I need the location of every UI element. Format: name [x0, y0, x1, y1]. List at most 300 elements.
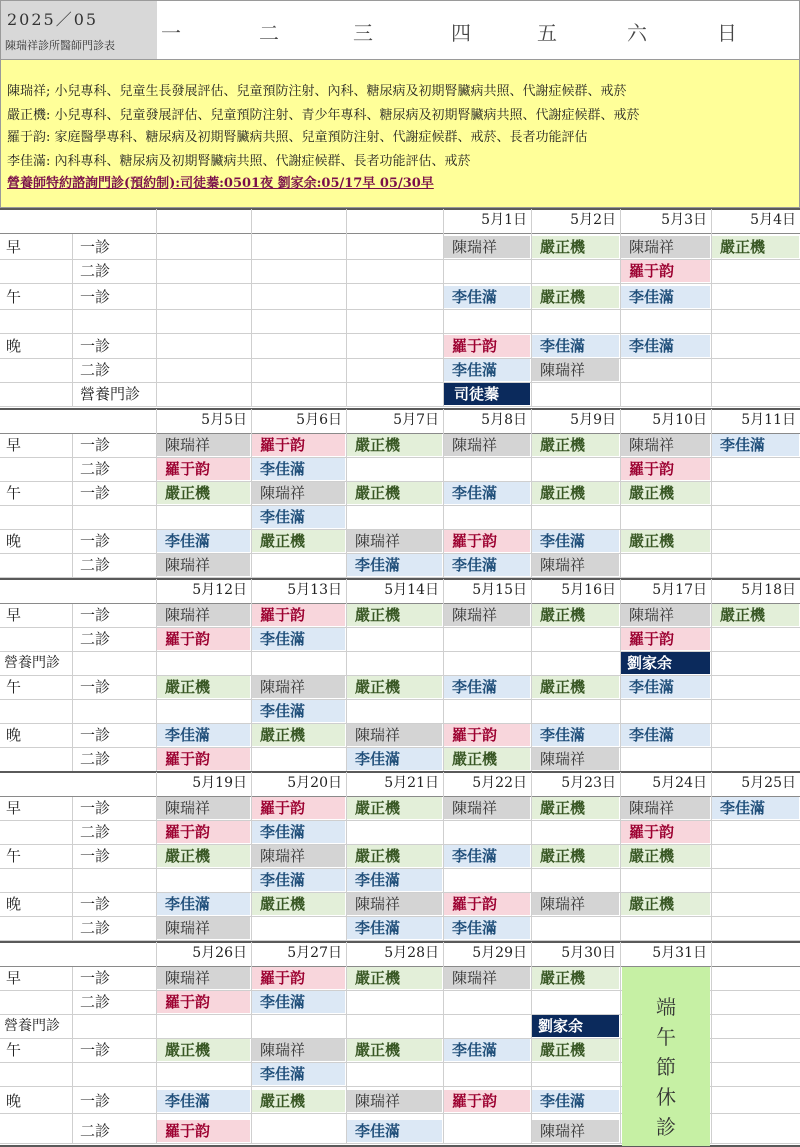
session-label: 二診: [80, 630, 111, 648]
date-label: 5月6日: [296, 412, 342, 428]
doctor-info-line: [7, 80, 627, 99]
doctor-shift-cell: 李佳滿: [347, 869, 442, 891]
session-label: 二診: [80, 556, 111, 574]
doctor-shift-cell: 陳瑞祥: [157, 917, 250, 939]
nutrition-note: 營養師特約諮詢門診(預約制):司徒蓁:0501夜 劉家余:05/17早 05/30早: [7, 176, 434, 191]
holiday-closure-cell: [622, 967, 710, 1146]
empty-shift-cell: [252, 554, 345, 576]
doctor-shift-cell: 李佳滿: [532, 530, 619, 552]
empty-shift-cell: [712, 458, 799, 480]
empty-shift-cell: [621, 700, 710, 722]
empty-shift-cell: [347, 286, 442, 308]
doctor-shift-cell: 陳瑞祥: [532, 1120, 619, 1142]
nutrition-clinic-label: 營養門診: [4, 655, 60, 671]
empty-shift-cell: [347, 1063, 442, 1085]
empty-shift-cell: [712, 917, 799, 939]
empty-shift-cell: [532, 869, 619, 891]
doctor-shift-cell: 嚴正機: [532, 967, 619, 989]
column-border: [531, 409, 532, 578]
empty-shift-cell: [532, 700, 619, 722]
period-label-afternoon: 午: [6, 484, 22, 502]
doctor-shift-cell: 李佳滿: [252, 628, 345, 650]
empty-shift-cell: [712, 748, 799, 770]
empty-shift-cell: [712, 628, 799, 650]
doctor-shift-cell: 陳瑞祥: [157, 604, 250, 626]
holiday-char: 節: [656, 1055, 676, 1079]
empty-shift-cell: [532, 917, 619, 939]
empty-shift-cell: [157, 700, 250, 722]
period-label-morning: 早: [6, 606, 22, 624]
column-border: [72, 797, 73, 941]
doctor-shift-cell: 嚴正機: [532, 236, 619, 258]
empty-shift-cell: [621, 310, 710, 332]
doctor-shift-cell: 李佳滿: [252, 991, 345, 1013]
title-box: [1, 1, 157, 59]
empty-shift-cell: [157, 383, 250, 405]
period-label-evening: 晚: [6, 895, 22, 913]
doctor-shift-cell: 羅于韵: [621, 628, 710, 650]
empty-shift-cell: [712, 991, 799, 1013]
doctor-specialties: 小兒專科、兒童生長發展評估、兒童預防注射、內科、糖尿病及初期腎臟病共照、代謝症候群、戒菸: [54, 84, 627, 99]
column-border: [531, 209, 532, 407]
session-label: 一診: [80, 288, 111, 306]
empty-shift-cell: [532, 991, 619, 1013]
empty-shift-cell: [712, 700, 799, 722]
doctor-shift-cell: 嚴正機: [712, 604, 799, 626]
doctor-shift-cell: 嚴正機: [712, 236, 799, 258]
doctor-shift-cell: 李佳滿: [444, 554, 530, 576]
column-border: [251, 942, 252, 1144]
empty-shift-cell: [157, 1063, 250, 1085]
doctor-shift-cell: 嚴正機: [347, 1039, 442, 1061]
doctor-shift-cell: 嚴正機: [347, 482, 442, 504]
empty-shift-cell: [347, 652, 442, 674]
session-label: 二診: [80, 823, 111, 841]
date-label: 5月28日: [384, 945, 439, 961]
empty-shift-cell: [157, 1015, 250, 1037]
empty-shift-cell: [347, 383, 442, 405]
empty-shift-cell: [347, 628, 442, 650]
doctor-shift-cell: 李佳滿: [444, 917, 530, 939]
doctor-info-panel: [0, 60, 800, 208]
doctor-shift-cell: 嚴正機: [532, 845, 619, 867]
column-border: [711, 772, 712, 941]
empty-shift-cell: [347, 359, 442, 381]
doctor-shift-cell: 李佳滿: [252, 869, 345, 891]
empty-shift-cell: [252, 383, 345, 405]
column-border: [156, 942, 157, 1144]
empty-shift-cell: [712, 821, 799, 843]
doctor-shift-cell: 劉家余: [532, 1015, 619, 1037]
doctor-shift-cell: 李佳滿: [157, 893, 250, 915]
empty-shift-cell: [157, 869, 250, 891]
doctor-shift-cell: 陳瑞祥: [252, 1039, 345, 1061]
session-label: 一診: [80, 895, 111, 913]
empty-shift-cell: [252, 652, 345, 674]
empty-shift-cell: [712, 506, 799, 528]
doctor-shift-cell: 嚴正機: [532, 797, 619, 819]
session-label: 一診: [80, 484, 111, 502]
date-label: 5月26日: [192, 945, 247, 961]
doctor-shift-cell: 陳瑞祥: [532, 748, 619, 770]
doctor-shift-cell: 李佳滿: [252, 458, 345, 480]
doctor-shift-cell: 羅于韵: [252, 967, 345, 989]
session-label: 一診: [80, 238, 111, 256]
weekday-sat: 六: [627, 21, 647, 45]
doctor-shift-cell: 嚴正機: [252, 1090, 345, 1112]
doctor-shift-cell: 嚴正機: [621, 482, 710, 504]
session-label: 一診: [80, 799, 111, 817]
column-border: [711, 209, 712, 407]
doctor-shift-cell: 李佳滿: [252, 821, 345, 843]
session-label: 二診: [80, 460, 111, 478]
doctor-shift-cell: 嚴正機: [347, 845, 442, 867]
doctor-shift-cell: 嚴正機: [252, 893, 345, 915]
doctor-shift-cell: 羅于韵: [444, 1090, 530, 1112]
period-label-afternoon: 午: [6, 678, 22, 696]
column-border: [711, 942, 712, 1144]
empty-shift-cell: [347, 335, 442, 357]
empty-shift-cell: [444, 628, 530, 650]
doctor-shift-cell: 陳瑞祥: [444, 434, 530, 456]
empty-shift-cell: [712, 1090, 799, 1112]
doctor-info-line: [7, 126, 588, 145]
doctor-shift-cell: 陳瑞祥: [444, 236, 530, 258]
doctor-shift-cell: 李佳滿: [532, 724, 619, 746]
empty-shift-cell: [532, 1063, 619, 1085]
doctor-shift-cell: 陳瑞祥: [444, 967, 530, 989]
column-border: [251, 579, 252, 772]
empty-shift-cell: [712, 335, 799, 357]
doctor-shift-cell: 嚴正機: [347, 967, 442, 989]
doctor-shift-cell: 陳瑞祥: [157, 797, 250, 819]
doctor-shift-cell: 嚴正機: [252, 724, 345, 746]
empty-shift-cell: [444, 1120, 530, 1142]
doctor-shift-cell: 李佳滿: [621, 286, 710, 308]
empty-shift-cell: [621, 748, 710, 770]
date-label: 5月29日: [472, 945, 527, 961]
column-border: [443, 579, 444, 772]
date-label: 5月27日: [287, 945, 342, 961]
doctor-shift-cell: 羅于韵: [621, 260, 710, 282]
date-label: 5月5日: [201, 412, 247, 428]
period-label-afternoon: 午: [6, 847, 22, 865]
column-border: [251, 409, 252, 578]
schedule-header: [0, 0, 800, 60]
empty-shift-cell: [444, 869, 530, 891]
empty-shift-cell: [157, 286, 250, 308]
empty-shift-cell: [252, 236, 345, 258]
doctor-shift-cell: 陳瑞祥: [157, 554, 250, 576]
date-label: 5月12日: [192, 582, 247, 598]
date-label: 5月25日: [741, 775, 796, 791]
doctor-shift-cell: 陳瑞祥: [347, 724, 442, 746]
column-border: [346, 579, 347, 772]
empty-shift-cell: [252, 1015, 345, 1037]
doctor-name: 嚴正機:: [7, 108, 51, 123]
doctor-shift-cell: 李佳滿: [347, 554, 442, 576]
doctor-shift-cell: 羅于韵: [157, 748, 250, 770]
doctor-shift-cell: 陳瑞祥: [347, 1090, 442, 1112]
date-label: 5月14日: [384, 582, 439, 598]
doctor-shift-cell: 李佳滿: [252, 506, 345, 528]
doctor-shift-cell: 陳瑞祥: [621, 797, 710, 819]
doctor-shift-cell: 陳瑞祥: [621, 434, 710, 456]
empty-shift-cell: [621, 917, 710, 939]
doctor-shift-cell: 嚴正機: [532, 676, 619, 698]
empty-shift-cell: [712, 869, 799, 891]
doctor-shift-cell: 司徒蓁: [444, 383, 530, 405]
doctor-shift-cell: 羅于韵: [252, 434, 345, 456]
empty-shift-cell: [712, 893, 799, 915]
doctor-shift-cell: 羅于韵: [157, 991, 250, 1013]
doctor-info-line: [7, 150, 471, 169]
empty-shift-cell: [157, 310, 250, 332]
empty-shift-cell: [347, 1015, 442, 1037]
weekday-fri: 五: [537, 21, 557, 45]
doctor-shift-cell: 嚴正機: [347, 797, 442, 819]
doctor-shift-cell: 嚴正機: [532, 434, 619, 456]
doctor-shift-cell: 陳瑞祥: [532, 359, 619, 381]
doctor-shift-cell: 李佳滿: [157, 724, 250, 746]
empty-shift-cell: [252, 310, 345, 332]
doctor-shift-cell: 嚴正機: [157, 482, 250, 504]
column-border: [156, 209, 157, 407]
date-label: 5月9日: [570, 412, 616, 428]
empty-shift-cell: [252, 359, 345, 381]
doctor-shift-cell: 嚴正機: [347, 434, 442, 456]
empty-shift-cell: [444, 991, 530, 1013]
doctor-shift-cell: 羅于韵: [621, 821, 710, 843]
doctor-shift-cell: 李佳滿: [347, 748, 442, 770]
doctor-shift-cell: 陳瑞祥: [252, 676, 345, 698]
doctor-shift-cell: 李佳滿: [252, 1063, 345, 1085]
doctor-shift-cell: 嚴正機: [157, 676, 250, 698]
doctor-name: 陳瑞祥;: [7, 84, 51, 99]
empty-shift-cell: [621, 383, 710, 405]
doctor-name: 羅于韵:: [7, 130, 51, 145]
session-label: 二診: [80, 262, 111, 280]
date-label: 5月24日: [652, 775, 707, 791]
doctor-shift-cell: 陳瑞祥: [532, 893, 619, 915]
column-border: [72, 234, 73, 407]
period-label-morning: 早: [6, 969, 22, 987]
doctor-shift-cell: 羅于韵: [252, 797, 345, 819]
session-label: 一診: [80, 678, 111, 696]
doctor-shift-cell: 羅于韵: [157, 628, 250, 650]
doctor-shift-cell: 李佳滿: [621, 335, 710, 357]
doctor-shift-cell: 嚴正機: [444, 748, 530, 770]
doctor-shift-cell: 李佳滿: [157, 1090, 250, 1112]
period-label-morning: 早: [6, 799, 22, 817]
doctor-shift-cell: 羅于韵: [444, 893, 530, 915]
doctor-shift-cell: 陳瑞祥: [252, 845, 345, 867]
session-label: 二診: [80, 993, 111, 1011]
column-border: [620, 579, 621, 772]
column-border: [346, 209, 347, 407]
empty-shift-cell: [444, 310, 530, 332]
empty-shift-cell: [252, 748, 345, 770]
weekday-thu: 四: [451, 21, 471, 45]
date-label: 5月13日: [287, 582, 342, 598]
doctor-shift-cell: 羅于韵: [621, 458, 710, 480]
empty-shift-cell: [157, 236, 250, 258]
column-border: [711, 579, 712, 772]
empty-shift-cell: [712, 530, 799, 552]
empty-shift-cell: [712, 310, 799, 332]
column-border: [620, 772, 621, 941]
date-label: 5月8日: [481, 412, 527, 428]
doctor-shift-cell: 陳瑞祥: [347, 893, 442, 915]
empty-shift-cell: [532, 628, 619, 650]
doctor-shift-cell: 劉家余: [621, 652, 710, 674]
doctor-shift-cell: 陳瑞祥: [252, 482, 345, 504]
date-label: 5月30日: [561, 945, 616, 961]
empty-shift-cell: [712, 554, 799, 576]
doctor-shift-cell: 李佳滿: [712, 797, 799, 819]
column-border: [531, 772, 532, 941]
empty-shift-cell: [712, 724, 799, 746]
session-label: 一診: [80, 969, 111, 987]
empty-shift-cell: [712, 845, 799, 867]
empty-shift-cell: [712, 967, 799, 989]
doctor-name: 李佳滿:: [7, 154, 51, 169]
empty-shift-cell: [532, 260, 619, 282]
date-label: 5月23日: [561, 775, 616, 791]
column-border: [346, 772, 347, 941]
empty-shift-cell: [621, 506, 710, 528]
period-label-afternoon: 午: [6, 288, 22, 306]
empty-shift-cell: [444, 260, 530, 282]
session-label: 一診: [80, 1041, 111, 1059]
date-label: 5月18日: [741, 582, 796, 598]
holiday-char: 午: [656, 1025, 676, 1049]
period-label-evening: 晚: [6, 337, 22, 355]
doctor-shift-cell: 李佳滿: [532, 1090, 619, 1112]
doctor-shift-cell: 嚴正機: [347, 676, 442, 698]
row-border: [0, 333, 800, 334]
empty-shift-cell: [712, 383, 799, 405]
doctor-shift-cell: 嚴正機: [157, 845, 250, 867]
empty-shift-cell: [444, 458, 530, 480]
doctor-shift-cell: 羅于韵: [157, 821, 250, 843]
column-border: [443, 209, 444, 407]
doctor-shift-cell: 陳瑞祥: [157, 967, 250, 989]
session-label: 二診: [80, 919, 111, 937]
date-label: 5月10日: [652, 412, 707, 428]
doctor-info-line: [7, 104, 640, 123]
empty-shift-cell: [444, 1063, 530, 1085]
doctor-shift-cell: 李佳滿: [621, 724, 710, 746]
doctor-shift-cell: 李佳滿: [621, 676, 710, 698]
doctor-specialties: 小兒專科、兒童發展評估、兒童預防注射、青少年專科、糖尿病及初期腎臟病共照、代謝症候群、戒菸: [54, 108, 640, 123]
empty-shift-cell: [712, 359, 799, 381]
schedule-title: 陳瑞祥診所醫師門診表: [5, 39, 115, 52]
doctor-shift-cell: 李佳滿: [347, 1120, 442, 1142]
column-border: [251, 209, 252, 407]
empty-shift-cell: [157, 506, 250, 528]
session-label: 營養門診: [80, 385, 141, 403]
doctor-shift-cell: 陳瑞祥: [621, 604, 710, 626]
empty-shift-cell: [252, 1120, 345, 1142]
empty-shift-cell: [347, 991, 442, 1013]
doctor-shift-cell: 陳瑞祥: [157, 434, 250, 456]
empty-shift-cell: [712, 286, 799, 308]
column-border: [620, 942, 621, 1144]
date-label: 5月15日: [472, 582, 527, 598]
doctor-shift-cell: 羅于韵: [157, 458, 250, 480]
session-label: 一診: [80, 337, 111, 355]
session-label: 一診: [80, 532, 111, 550]
empty-shift-cell: [712, 676, 799, 698]
session-label: 一診: [80, 436, 111, 454]
date-label: 5月21日: [384, 775, 439, 791]
empty-shift-cell: [712, 1063, 799, 1085]
date-label: 5月4日: [750, 212, 796, 228]
date-label: 5月1日: [481, 212, 527, 228]
empty-shift-cell: [157, 335, 250, 357]
period-label-evening: 晚: [6, 532, 22, 550]
session-label: 二診: [80, 750, 111, 768]
doctor-specialties: 內科專科、糖尿病及初期腎臟病共照、代謝症候群、長者功能評估、戒菸: [54, 154, 471, 169]
session-label: 一診: [80, 606, 111, 624]
weekday-tue: 二: [259, 21, 279, 45]
empty-shift-cell: [444, 700, 530, 722]
date-label: 5月3日: [661, 212, 707, 228]
doctor-shift-cell: 李佳滿: [532, 335, 619, 357]
empty-shift-cell: [347, 506, 442, 528]
empty-shift-cell: [532, 458, 619, 480]
holiday-char: 休: [656, 1085, 676, 1109]
column-border: [346, 409, 347, 578]
empty-shift-cell: [347, 236, 442, 258]
empty-shift-cell: [252, 286, 345, 308]
doctor-shift-cell: 嚴正機: [252, 530, 345, 552]
doctor-shift-cell: 陳瑞祥: [347, 530, 442, 552]
empty-shift-cell: [444, 652, 530, 674]
doctor-shift-cell: 羅于韵: [444, 724, 530, 746]
column-border: [251, 772, 252, 941]
empty-shift-cell: [347, 260, 442, 282]
doctor-shift-cell: 李佳滿: [252, 700, 345, 722]
session-label: 一診: [80, 847, 111, 865]
empty-shift-cell: [157, 359, 250, 381]
column-border: [72, 967, 73, 1144]
empty-shift-cell: [621, 359, 710, 381]
weekday-sun: 日: [717, 21, 737, 45]
doctor-shift-cell: 李佳滿: [712, 434, 799, 456]
doctor-shift-cell: 嚴正機: [621, 530, 710, 552]
row-border: [0, 406, 800, 407]
empty-shift-cell: [444, 821, 530, 843]
empty-shift-cell: [444, 1015, 530, 1037]
column-border: [443, 942, 444, 1144]
period-label-morning: 早: [6, 238, 22, 256]
empty-shift-cell: [532, 652, 619, 674]
date-label: 5月20日: [287, 775, 342, 791]
row-border: [0, 283, 800, 284]
empty-shift-cell: [252, 335, 345, 357]
empty-shift-cell: [621, 554, 710, 576]
doctor-shift-cell: 陳瑞祥: [444, 604, 530, 626]
column-border: [346, 942, 347, 1144]
doctor-shift-cell: 陳瑞祥: [444, 797, 530, 819]
empty-shift-cell: [347, 458, 442, 480]
column-border: [156, 409, 157, 578]
holiday-char: 端: [656, 995, 676, 1019]
doctor-shift-cell: 嚴正機: [157, 1039, 250, 1061]
empty-shift-cell: [712, 1039, 799, 1061]
